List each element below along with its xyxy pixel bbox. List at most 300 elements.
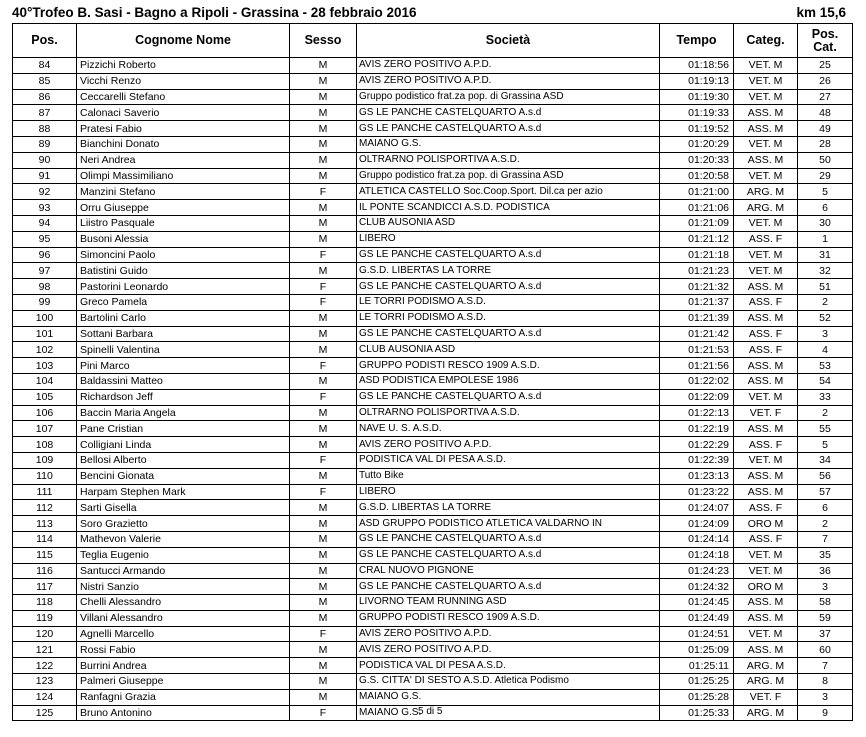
cell-time: 01:21:18 xyxy=(660,247,734,263)
cell-time: 01:25:33 xyxy=(660,705,734,721)
cell-club: NAVE U. S. A.S.D. xyxy=(357,421,660,437)
cell-category: ARG. M xyxy=(734,705,798,721)
cell-athlete-name: Bruno Antonino xyxy=(77,705,290,721)
cell-position: 121 xyxy=(13,642,77,658)
cell-category-position: 52 xyxy=(798,310,853,326)
cell-position: 123 xyxy=(13,674,77,690)
page-number: 5 di 5 xyxy=(418,706,443,717)
cell-category: VET. M xyxy=(734,247,798,263)
cell-category: VET. M xyxy=(734,89,798,105)
cell-category: ASS. M xyxy=(734,421,798,437)
cell-position: 118 xyxy=(13,595,77,611)
cell-sex: M xyxy=(290,500,357,516)
cell-category: VET. M xyxy=(734,73,798,89)
cell-category: ASS. M xyxy=(734,642,798,658)
table-row xyxy=(13,579,853,595)
cell-athlete-name: Bencini Gionata xyxy=(77,468,290,484)
cell-position: 98 xyxy=(13,279,77,295)
results-table-header xyxy=(13,24,853,58)
table-row xyxy=(13,437,853,453)
table-row xyxy=(13,279,853,295)
cell-sex: F xyxy=(290,705,357,721)
cell-athlete-name: Santucci Armando xyxy=(77,563,290,579)
cell-club: CRAL NUOVO PIGNONE xyxy=(357,563,660,579)
cell-time: 01:21:23 xyxy=(660,263,734,279)
table-row xyxy=(13,674,853,690)
cell-category: ASS. M xyxy=(734,358,798,374)
cell-time: 01:21:53 xyxy=(660,342,734,358)
cell-athlete-name: Ranfagni Grazia xyxy=(77,689,290,705)
cell-sex: M xyxy=(290,595,357,611)
cell-athlete-name: Batistini Guido xyxy=(77,263,290,279)
header-row xyxy=(13,24,853,58)
table-row xyxy=(13,73,853,89)
cell-position: 90 xyxy=(13,152,77,168)
cell-club: AVIS ZERO POSITIVO A.P.D. xyxy=(357,73,660,89)
cell-club: GS LE PANCHE CASTELQUARTO A.s.d xyxy=(357,579,660,595)
cell-category: ARG. M xyxy=(734,658,798,674)
cell-position: 111 xyxy=(13,484,77,500)
table-row xyxy=(13,136,853,152)
cell-position: 109 xyxy=(13,452,77,468)
cell-club: LIBERO xyxy=(357,484,660,500)
table-row xyxy=(13,342,853,358)
cell-category-position: 31 xyxy=(798,247,853,263)
cell-category: ASS. F xyxy=(734,294,798,310)
cell-sex: M xyxy=(290,579,357,595)
col-header-category: Categ. xyxy=(734,24,798,58)
cell-sex: F xyxy=(290,294,357,310)
cell-sex: F xyxy=(290,452,357,468)
cell-category-position: 8 xyxy=(798,674,853,690)
col-header-category-position xyxy=(798,24,853,58)
cell-category-position: 57 xyxy=(798,484,853,500)
cell-club: GS LE PANCHE CASTELQUARTO A.s.d xyxy=(357,547,660,563)
cell-category: VET. M xyxy=(734,263,798,279)
cell-category: ARG. M xyxy=(734,184,798,200)
cell-club: MAIANO G.S. xyxy=(357,689,660,705)
cell-category: VET. F xyxy=(734,405,798,421)
cell-time: 01:25:11 xyxy=(660,658,734,674)
cell-position: 112 xyxy=(13,500,77,516)
cell-category-position: 37 xyxy=(798,626,853,642)
table-row xyxy=(13,58,853,74)
cell-time: 01:24:49 xyxy=(660,610,734,626)
table-row xyxy=(13,215,853,231)
col-header-sex: Sesso xyxy=(290,24,357,58)
cell-category-position: 3 xyxy=(798,689,853,705)
cell-category-position: 32 xyxy=(798,263,853,279)
cell-club: ASD GRUPPO PODISTICO ATLETICA VALDARNO IN xyxy=(357,516,660,532)
cell-position: 108 xyxy=(13,437,77,453)
cell-athlete-name: Harpam Stephen Mark xyxy=(77,484,290,500)
cell-time: 01:18:56 xyxy=(660,58,734,74)
cell-athlete-name: Calonaci Saverio xyxy=(77,105,290,121)
table-row xyxy=(13,247,853,263)
cell-time: 01:22:39 xyxy=(660,452,734,468)
race-title: 40°Trofeo B. Sasi - Bagno a Ripoli - Grassina - 28 febbraio 2016 xyxy=(12,5,417,20)
cell-athlete-name: Teglia Eugenio xyxy=(77,547,290,563)
cell-category-position: 50 xyxy=(798,152,853,168)
cell-category: VET. F xyxy=(734,689,798,705)
cell-club: ASD PODISTICA EMPOLESE 1986 xyxy=(357,373,660,389)
table-row xyxy=(13,294,853,310)
cell-position: 88 xyxy=(13,121,77,137)
table-row xyxy=(13,184,853,200)
cell-sex: M xyxy=(290,263,357,279)
cell-athlete-name: Richardson Jeff xyxy=(77,389,290,405)
cell-athlete-name: Sottani Barbara xyxy=(77,326,290,342)
cell-position: 92 xyxy=(13,184,77,200)
cell-category: ASS. F xyxy=(734,531,798,547)
cell-position: 122 xyxy=(13,658,77,674)
cell-category-position: 9 xyxy=(798,705,853,721)
cell-club: AVIS ZERO POSITIVO A.P.D. xyxy=(357,437,660,453)
cell-time: 01:21:39 xyxy=(660,310,734,326)
cell-club: Gruppo podistico frat.za pop. di Grassina ASD xyxy=(357,168,660,184)
cell-time: 01:21:09 xyxy=(660,215,734,231)
table-row xyxy=(13,626,853,642)
cell-time: 01:24:18 xyxy=(660,547,734,563)
cell-category: ASS. M xyxy=(734,610,798,626)
cell-category-position: 6 xyxy=(798,500,853,516)
table-row xyxy=(13,389,853,405)
cell-athlete-name: Burrini Andrea xyxy=(77,658,290,674)
cell-club: G.S.D. LIBERTAS LA TORRE xyxy=(357,263,660,279)
cell-time: 01:19:30 xyxy=(660,89,734,105)
cell-category: ARG. M xyxy=(734,200,798,216)
cell-category: VET. M xyxy=(734,215,798,231)
cell-time: 01:21:42 xyxy=(660,326,734,342)
cell-position: 97 xyxy=(13,263,77,279)
cell-category: ARG. M xyxy=(734,674,798,690)
table-row xyxy=(13,516,853,532)
table-row xyxy=(13,263,853,279)
table-row xyxy=(13,484,853,500)
cell-club: G.S. CITTA' DI SESTO A.S.D. Atletica Podismo xyxy=(357,674,660,690)
col-header-time: Tempo xyxy=(660,24,734,58)
cell-category-position: 49 xyxy=(798,121,853,137)
cell-category-position: 2 xyxy=(798,516,853,532)
cell-athlete-name: Pastorini Leonardo xyxy=(77,279,290,295)
cell-category: ASS. M xyxy=(734,279,798,295)
cell-position: 102 xyxy=(13,342,77,358)
cell-athlete-name: Bianchini Donato xyxy=(77,136,290,152)
cell-position: 125 xyxy=(13,705,77,721)
cell-position: 95 xyxy=(13,231,77,247)
cell-position: 104 xyxy=(13,373,77,389)
cell-club: PODISTICA VAL DI PESA A.S.D. xyxy=(357,658,660,674)
cell-category-position: 54 xyxy=(798,373,853,389)
results-table xyxy=(12,23,853,721)
table-row xyxy=(13,310,853,326)
cell-position: 103 xyxy=(13,358,77,374)
table-row xyxy=(13,500,853,516)
cell-category: ASS. F xyxy=(734,231,798,247)
cell-category-position: 28 xyxy=(798,136,853,152)
cell-position: 84 xyxy=(13,58,77,74)
cell-club: LE TORRI PODISMO A.S.D. xyxy=(357,310,660,326)
cell-sex: M xyxy=(290,516,357,532)
cell-club: GS LE PANCHE CASTELQUARTO A.s.d xyxy=(357,247,660,263)
cell-category-position: 59 xyxy=(798,610,853,626)
table-row xyxy=(13,595,853,611)
cell-category: ASS. F xyxy=(734,342,798,358)
cell-time: 01:20:29 xyxy=(660,136,734,152)
cell-athlete-name: Simoncini Paolo xyxy=(77,247,290,263)
cell-category: ASS. M xyxy=(734,373,798,389)
col-header-pcat-line2: Cat. xyxy=(813,39,837,54)
cell-athlete-name: Rossi Fabio xyxy=(77,642,290,658)
cell-club: G.S.D. LIBERTAS LA TORRE xyxy=(357,500,660,516)
cell-sex: M xyxy=(290,437,357,453)
cell-position: 120 xyxy=(13,626,77,642)
col-header-name: Cognome Nome xyxy=(77,24,290,58)
cell-athlete-name: Greco Pamela xyxy=(77,294,290,310)
cell-time: 01:21:00 xyxy=(660,184,734,200)
cell-club: GS LE PANCHE CASTELQUARTO A.s.d xyxy=(357,326,660,342)
cell-time: 01:24:09 xyxy=(660,516,734,532)
cell-category-position: 55 xyxy=(798,421,853,437)
cell-time: 01:22:29 xyxy=(660,437,734,453)
cell-club: AVIS ZERO POSITIVO A.P.D. xyxy=(357,626,660,642)
cell-time: 01:24:32 xyxy=(660,579,734,595)
cell-position: 114 xyxy=(13,531,77,547)
cell-category: ASS. F xyxy=(734,326,798,342)
cell-sex: F xyxy=(290,484,357,500)
cell-time: 01:25:28 xyxy=(660,689,734,705)
table-row xyxy=(13,642,853,658)
cell-sex: M xyxy=(290,136,357,152)
cell-category-position: 33 xyxy=(798,389,853,405)
cell-category-position: 7 xyxy=(798,658,853,674)
cell-athlete-name: Liistro Pasquale xyxy=(77,215,290,231)
cell-position: 110 xyxy=(13,468,77,484)
cell-athlete-name: Spinelli Valentina xyxy=(77,342,290,358)
cell-club: CLUB AUSONIA ASD xyxy=(357,342,660,358)
cell-category-position: 60 xyxy=(798,642,853,658)
cell-club: AVIS ZERO POSITIVO A.P.D. xyxy=(357,58,660,74)
cell-category: ASS. M xyxy=(734,484,798,500)
cell-category: VET. M xyxy=(734,547,798,563)
cell-sex: M xyxy=(290,326,357,342)
cell-athlete-name: Agnelli Marcello xyxy=(77,626,290,642)
cell-club: Tutto Bike xyxy=(357,468,660,484)
cell-time: 01:25:25 xyxy=(660,674,734,690)
cell-time: 01:24:23 xyxy=(660,563,734,579)
cell-category-position: 1 xyxy=(798,231,853,247)
cell-sex: M xyxy=(290,310,357,326)
cell-time: 01:21:32 xyxy=(660,279,734,295)
cell-position: 89 xyxy=(13,136,77,152)
cell-category: VET. M xyxy=(734,168,798,184)
table-row xyxy=(13,121,853,137)
cell-sex: F xyxy=(290,358,357,374)
cell-time: 01:22:02 xyxy=(660,373,734,389)
cell-time: 01:20:33 xyxy=(660,152,734,168)
cell-position: 124 xyxy=(13,689,77,705)
table-row xyxy=(13,168,853,184)
cell-sex: M xyxy=(290,121,357,137)
cell-time: 01:24:07 xyxy=(660,500,734,516)
cell-category: ORO M xyxy=(734,516,798,532)
cell-athlete-name: Colligiani Linda xyxy=(77,437,290,453)
cell-athlete-name: Bartolini Carlo xyxy=(77,310,290,326)
cell-category: VET. M xyxy=(734,563,798,579)
table-row xyxy=(13,563,853,579)
cell-category: VET. M xyxy=(734,136,798,152)
cell-category-position: 29 xyxy=(798,168,853,184)
cell-category-position: 6 xyxy=(798,200,853,216)
cell-sex: M xyxy=(290,215,357,231)
cell-position: 96 xyxy=(13,247,77,263)
cell-time: 01:23:22 xyxy=(660,484,734,500)
table-row xyxy=(13,373,853,389)
cell-athlete-name: Mathevon Valerie xyxy=(77,531,290,547)
cell-category-position: 5 xyxy=(798,437,853,453)
cell-time: 01:19:33 xyxy=(660,105,734,121)
cell-category: ASS. F xyxy=(734,437,798,453)
cell-category: ASS. M xyxy=(734,105,798,121)
table-row xyxy=(13,421,853,437)
cell-category: VET. M xyxy=(734,452,798,468)
cell-category: ASS. F xyxy=(734,500,798,516)
cell-sex: M xyxy=(290,58,357,74)
cell-club: CLUB AUSONIA ASD xyxy=(357,215,660,231)
cell-category-position: 35 xyxy=(798,547,853,563)
cell-sex: M xyxy=(290,200,357,216)
table-row xyxy=(13,452,853,468)
cell-sex: F xyxy=(290,626,357,642)
table-row xyxy=(13,231,853,247)
cell-sex: M xyxy=(290,89,357,105)
cell-category-position: 53 xyxy=(798,358,853,374)
cell-sex: M xyxy=(290,73,357,89)
cell-club: MAIANO G.S. xyxy=(357,136,660,152)
cell-athlete-name: Soro Grazietto xyxy=(77,516,290,532)
cell-category-position: 2 xyxy=(798,294,853,310)
cell-category-position: 4 xyxy=(798,342,853,358)
document-header xyxy=(12,5,852,23)
cell-time: 01:24:45 xyxy=(660,595,734,611)
cell-category-position: 36 xyxy=(798,563,853,579)
table-row xyxy=(13,689,853,705)
cell-category-position: 27 xyxy=(798,89,853,105)
cell-category-position: 5 xyxy=(798,184,853,200)
cell-athlete-name: Busoni Alessia xyxy=(77,231,290,247)
table-row xyxy=(13,531,853,547)
cell-position: 116 xyxy=(13,563,77,579)
cell-time: 01:24:14 xyxy=(660,531,734,547)
cell-category-position: 26 xyxy=(798,73,853,89)
cell-club: PODISTICA VAL DI PESA A.S.D. xyxy=(357,452,660,468)
cell-time: 01:21:56 xyxy=(660,358,734,374)
cell-time: 01:22:09 xyxy=(660,389,734,405)
cell-position: 107 xyxy=(13,421,77,437)
table-row xyxy=(13,89,853,105)
cell-position: 105 xyxy=(13,389,77,405)
cell-sex: F xyxy=(290,389,357,405)
cell-club: AVIS ZERO POSITIVO A.P.D. xyxy=(357,642,660,658)
cell-sex: M xyxy=(290,105,357,121)
cell-position: 100 xyxy=(13,310,77,326)
cell-club: LE TORRI PODISMO A.S.D. xyxy=(357,294,660,310)
cell-position: 117 xyxy=(13,579,77,595)
table-row xyxy=(13,326,853,342)
cell-club: ATLETICA CASTELLO Soc.Coop.Sport. Dil.ca per azio xyxy=(357,184,660,200)
race-distance: km 15,6 xyxy=(796,5,846,20)
cell-sex: F xyxy=(290,184,357,200)
cell-sex: M xyxy=(290,405,357,421)
cell-position: 91 xyxy=(13,168,77,184)
col-header-pcat-line1: Pos. xyxy=(811,26,839,41)
cell-sex: M xyxy=(290,468,357,484)
cell-sex: M xyxy=(290,563,357,579)
cell-club: GS LE PANCHE CASTELQUARTO A.s.d xyxy=(357,389,660,405)
cell-club: Gruppo podistico frat.za pop. di Grassina ASD xyxy=(357,89,660,105)
cell-position: 86 xyxy=(13,89,77,105)
cell-club: MAIANO G.S. xyxy=(357,705,660,721)
cell-club: GS LE PANCHE CASTELQUARTO A.s.d xyxy=(357,105,660,121)
cell-sex: F xyxy=(290,279,357,295)
cell-time: 01:25:09 xyxy=(660,642,734,658)
cell-category-position: 2 xyxy=(798,405,853,421)
cell-category-position: 34 xyxy=(798,452,853,468)
cell-category-position: 30 xyxy=(798,215,853,231)
cell-category: ASS. M xyxy=(734,152,798,168)
cell-athlete-name: Orru Giuseppe xyxy=(77,200,290,216)
cell-position: 119 xyxy=(13,610,77,626)
cell-club: GS LE PANCHE CASTELQUARTO A.s.d xyxy=(357,531,660,547)
col-header-pos: Pos. xyxy=(13,24,77,58)
cell-club: GS LE PANCHE CASTELQUARTO A.s.d xyxy=(357,279,660,295)
cell-sex: M xyxy=(290,421,357,437)
cell-club: OLTRARNO POLISPORTIVA A.S.D. xyxy=(357,152,660,168)
cell-category-position: 7 xyxy=(798,531,853,547)
cell-category-position: 3 xyxy=(798,579,853,595)
cell-category: VET. M xyxy=(734,626,798,642)
cell-time: 01:21:06 xyxy=(660,200,734,216)
cell-athlete-name: Vicchi Renzo xyxy=(77,73,290,89)
cell-category: ASS. M xyxy=(734,310,798,326)
table-row xyxy=(13,200,853,216)
cell-position: 87 xyxy=(13,105,77,121)
cell-athlete-name: Villani Alessandro xyxy=(77,610,290,626)
cell-athlete-name: Baldassini Matteo xyxy=(77,373,290,389)
cell-time: 01:20:58 xyxy=(660,168,734,184)
cell-category-position: 3 xyxy=(798,326,853,342)
cell-position: 94 xyxy=(13,215,77,231)
cell-category: ASS. M xyxy=(734,121,798,137)
cell-sex: M xyxy=(290,547,357,563)
cell-club: GRUPPO PODISTI RESCO 1909 A.S.D. xyxy=(357,358,660,374)
cell-athlete-name: Baccin Maria Angela xyxy=(77,405,290,421)
cell-club: IL PONTE SCANDICCI A.S.D. PODISTICA xyxy=(357,200,660,216)
cell-time: 01:19:13 xyxy=(660,73,734,89)
cell-athlete-name: Pratesi Fabio xyxy=(77,121,290,137)
cell-category-position: 56 xyxy=(798,468,853,484)
cell-athlete-name: Palmeri Giuseppe xyxy=(77,674,290,690)
cell-sex: M xyxy=(290,658,357,674)
cell-athlete-name: Pizzichi Roberto xyxy=(77,58,290,74)
table-row xyxy=(13,547,853,563)
cell-time: 01:24:51 xyxy=(660,626,734,642)
cell-sex: M xyxy=(290,373,357,389)
table-row xyxy=(13,610,853,626)
cell-athlete-name: Pane Cristian xyxy=(77,421,290,437)
cell-athlete-name: Neri Andrea xyxy=(77,152,290,168)
cell-category-position: 58 xyxy=(798,595,853,611)
